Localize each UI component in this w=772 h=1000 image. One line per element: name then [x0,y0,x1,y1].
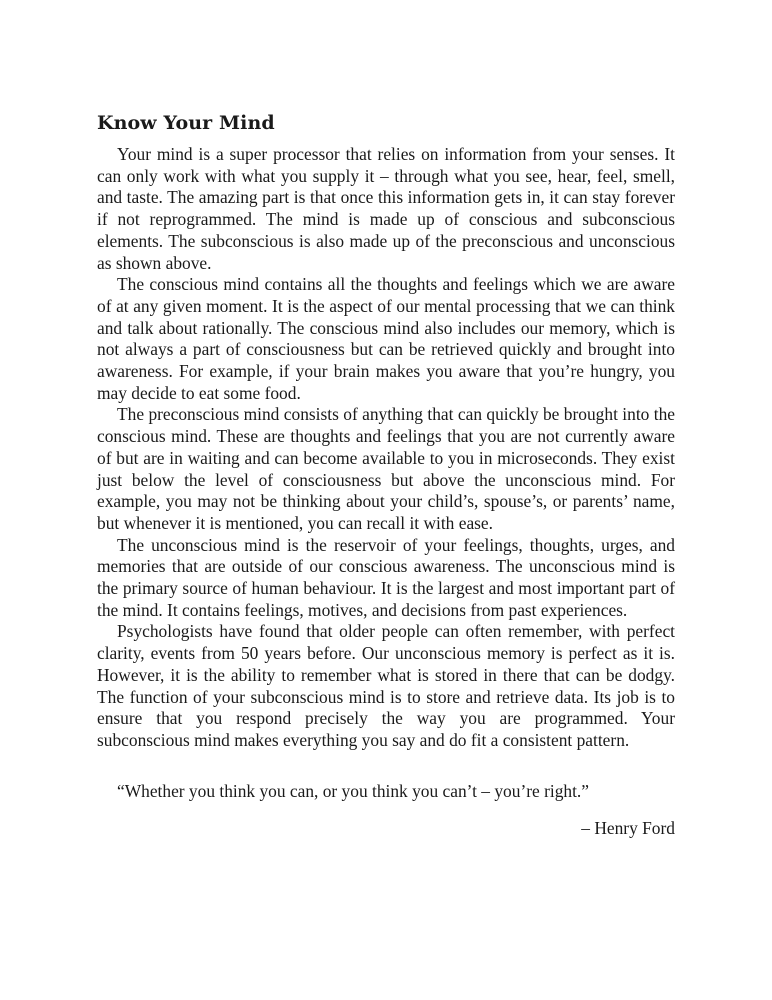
section-heading: Know Your Mind [97,112,275,134]
page-content [97,108,675,840]
quote-attribution: – Henry Ford [581,818,675,839]
paragraph-preconscious-mind: The preconscious mind consists of anything that can quickly be brought into the conscious mind. These are thoughts and feelings that you are not currently aware of but are in waiting and can become available to you in microseconds. They exist just below the level of consciousness but above the unconscious mind. For example, you may not be thinking about your child’s, spouse’s, or parents’ name, but whenever it is mentioned, you can recall it with ease. [97,404,675,533]
paragraph-unconscious-mind: The unconscious mind is the reservoir of your feelings, thoughts, urges, and memories that are outside of our conscious awareness. The unconscious mind is the primary source of human behaviour. It is the largest and most important part of the mind. It contains feelings, motives, and decisions from past experiences. [97,534,675,620]
paragraph-conscious-mind: The conscious mind contains all the thoughts and feelings which we are aware of at any given moment. It is the aspect of our mental processing that we can think and talk about rationally. The conscious mind also includes our memory, which is not always a part of consciousness but can be retrieved quickly and brought into awareness. For example, if your brain makes you aware that you’re hungry, you may decide to eat some food. [97,274,675,403]
paragraph-memory: Psychologists have found that older people can often remember, with perfect clarity, events from 50 years before. Our unconscious memory is perfect as it is. However, it is the ability to remember what is stored in there that can be dodgy. The function of your subconscious mind is to store and retrieve data. Its job is to ensure that you respond precisely the way you are programmed. Your subconscious mind makes everything you say and do fit a consistent pattern. [97,621,675,750]
quote: “Whether you think you can, or you think you can’t – you’re right.” [117,780,590,801]
paragraph-intro: Your mind is a super processor that relies on information from your senses. It can only work with what you supply it – through what you see, hear, feel, smell, and taste. The amazing part is that once this information gets in, it can stay forever if not reprogrammed. The mind is made up of conscious and subconscious elements. The subconscious is also made up of the preconscious and unconscious as shown above. [97,144,675,273]
